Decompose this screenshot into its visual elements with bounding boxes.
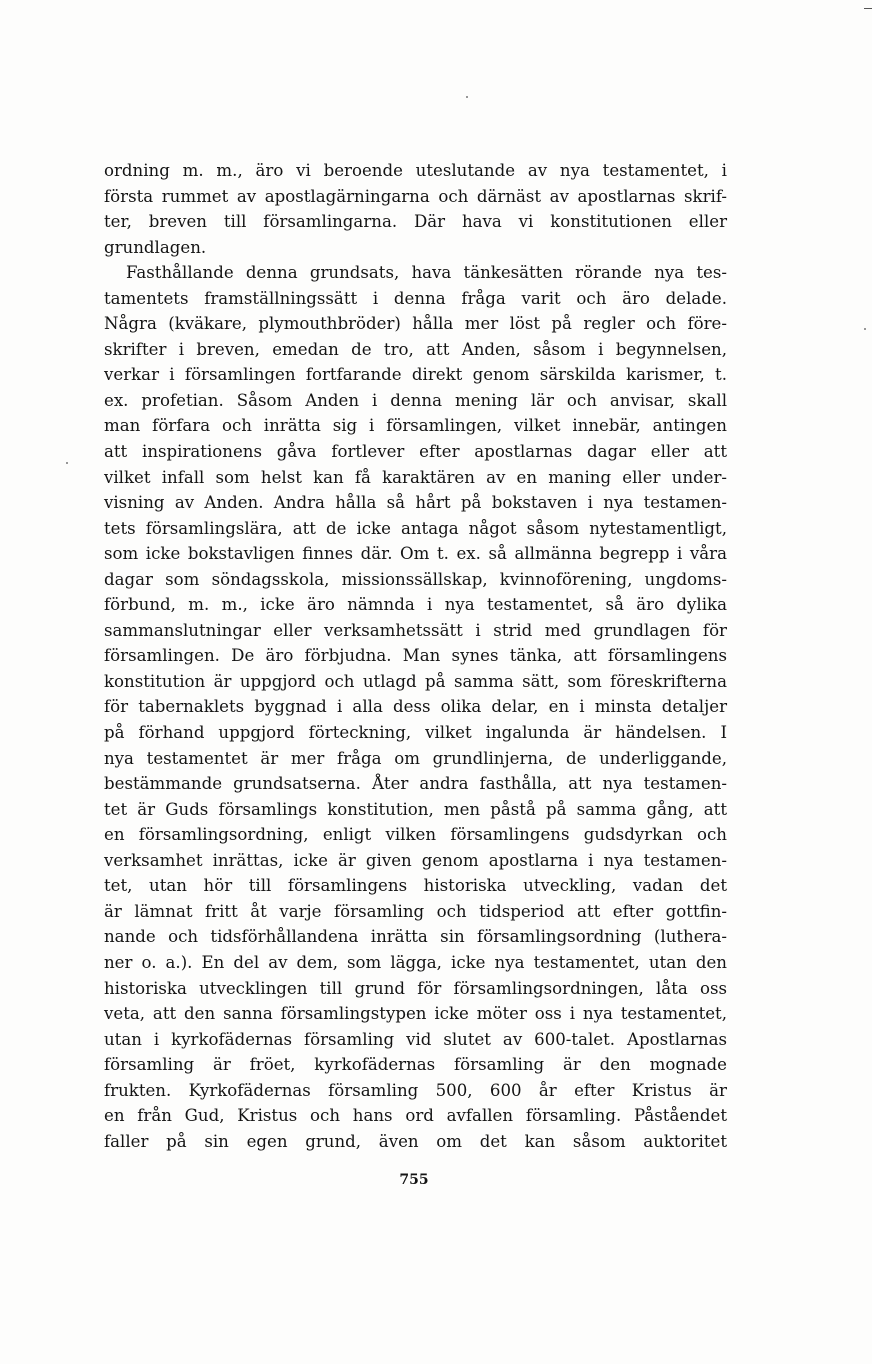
scan-speck <box>466 96 468 98</box>
text-line: tets församlingslära, att de icke antaga något såsom nytestamentligt, <box>104 518 727 538</box>
text-line: vilket infall som helst kan få karaktären av en maning eller under- <box>104 467 727 487</box>
scan-speck <box>864 328 866 330</box>
text-line: som icke bokstavligen finnes där. Om t. ex. så allmänna begrepp i våra <box>104 544 727 564</box>
text-line: historiska utvecklingen till grund för församlingsordningen, låta oss <box>104 978 727 998</box>
text-line: visning av Anden. Andra hålla så hårt på bokstaven i nya testamen- <box>104 493 727 513</box>
text-line: en från Gud, Kristus och hans ord avfallen församling. Påståendet <box>104 1106 727 1126</box>
text-line: ex. profetian. Såsom Anden i denna mening lär och anvisar, skall <box>104 390 727 410</box>
text-line: verkar i församlingen fortfarande direkt genom särskilda karismer, t. <box>104 365 727 385</box>
text-line: man förfara och inrätta sig i församlingen, vilket innebär, antingen <box>104 416 727 436</box>
text-line: församlingen. De äro förbjudna. Man synes tänka, att församlingens <box>104 646 727 666</box>
text-line: utan i kyrkofädernas församling vid slutet av 600-talet. Apostlarnas <box>104 1029 727 1049</box>
scan-edge-mark <box>864 8 872 9</box>
text-line: veta, att den sanna församlingstypen icke möter oss i nya testamentet, <box>104 1004 727 1024</box>
text-line: församling är fröet, kyrkofädernas församling är den mognade <box>104 1055 727 1075</box>
text-line: skrifter i breven, emedan de tro, att Anden, såsom i begynnelsen, <box>104 339 727 359</box>
text-line: verksamhet inrättas, icke är given genom apostlarna i nya testamen- <box>104 850 727 870</box>
text-line: ner o. a.). En del av dem, som lägga, icke nya testamentet, utan den <box>104 952 727 972</box>
text-line: första rummet av apostlagärningarna och därnäst av apostlarnas skrif- <box>104 186 727 206</box>
text-line: tet, utan hör till församlingens historiska utveckling, vadan det <box>104 876 727 896</box>
text-line: förbund, m. m., icke äro nämnda i nya testamentet, så äro dylika <box>104 595 727 615</box>
text-line: grundlagen. <box>104 237 207 257</box>
text-line: faller på sin egen grund, även om det kan såsom auktoritet <box>104 1131 727 1151</box>
text-line: nya testamentet är mer fråga om grundlinjerna, de underliggande, <box>104 748 727 768</box>
text-line: bestämmande grundsatserna. Åter andra fasthålla, att nya testamen- <box>104 774 727 794</box>
text-line: dagar som söndagsskola, missionssällskap, kvinnoförening, ungdoms- <box>104 569 727 589</box>
text-line: ter, breven till församlingarna. Där hava vi konstitutionen eller <box>104 212 727 232</box>
text-line: konstitution är uppgjord och utlagd på samma sätt, som föreskrifterna <box>104 671 727 691</box>
paragraph-first-line: Fasthållande denna grundsats, hava tänkesätten rörande nya tes- <box>126 263 727 283</box>
body-text <box>104 158 727 1154</box>
text-line: är lämnat fritt åt varje församling och tidsperiod att efter gottfin- <box>104 901 727 921</box>
text-line: tamentets framställningssätt i denna fråga varit och äro delade. <box>104 288 727 308</box>
text-line: en församlingsordning, enligt vilken församlingens gudsdyrkan och <box>104 825 727 845</box>
text-line: nande och tidsförhållandena inrätta sin församlingsordning (luthera- <box>104 927 727 947</box>
text-line: för tabernaklets byggnad i alla dess olika delar, en i minsta detaljer <box>104 697 727 717</box>
text-line: frukten. Kyrkofädernas församling 500, 600 år efter Kristus är <box>104 1080 727 1100</box>
text-line: Några (kväkare, plymouthbröder) hålla mer löst på regler och före- <box>104 314 727 334</box>
text-line: sammanslutningar eller verksamhetssätt i strid med grundlagen för <box>104 620 727 640</box>
text-line: ordning m. m., äro vi beroende uteslutande av nya testamentet, i <box>104 161 727 180</box>
scan-speck <box>66 462 68 464</box>
page-number: 755 <box>399 1172 429 1188</box>
text-line: att inspirationens gåva fortlever efter apostlarnas dagar eller att <box>104 442 727 462</box>
text-line: tet är Guds församlings konstitution, men påstå på samma gång, att <box>104 799 727 819</box>
text-line: på förhand uppgjord förteckning, vilket ingalunda är händelsen. I <box>104 723 727 743</box>
